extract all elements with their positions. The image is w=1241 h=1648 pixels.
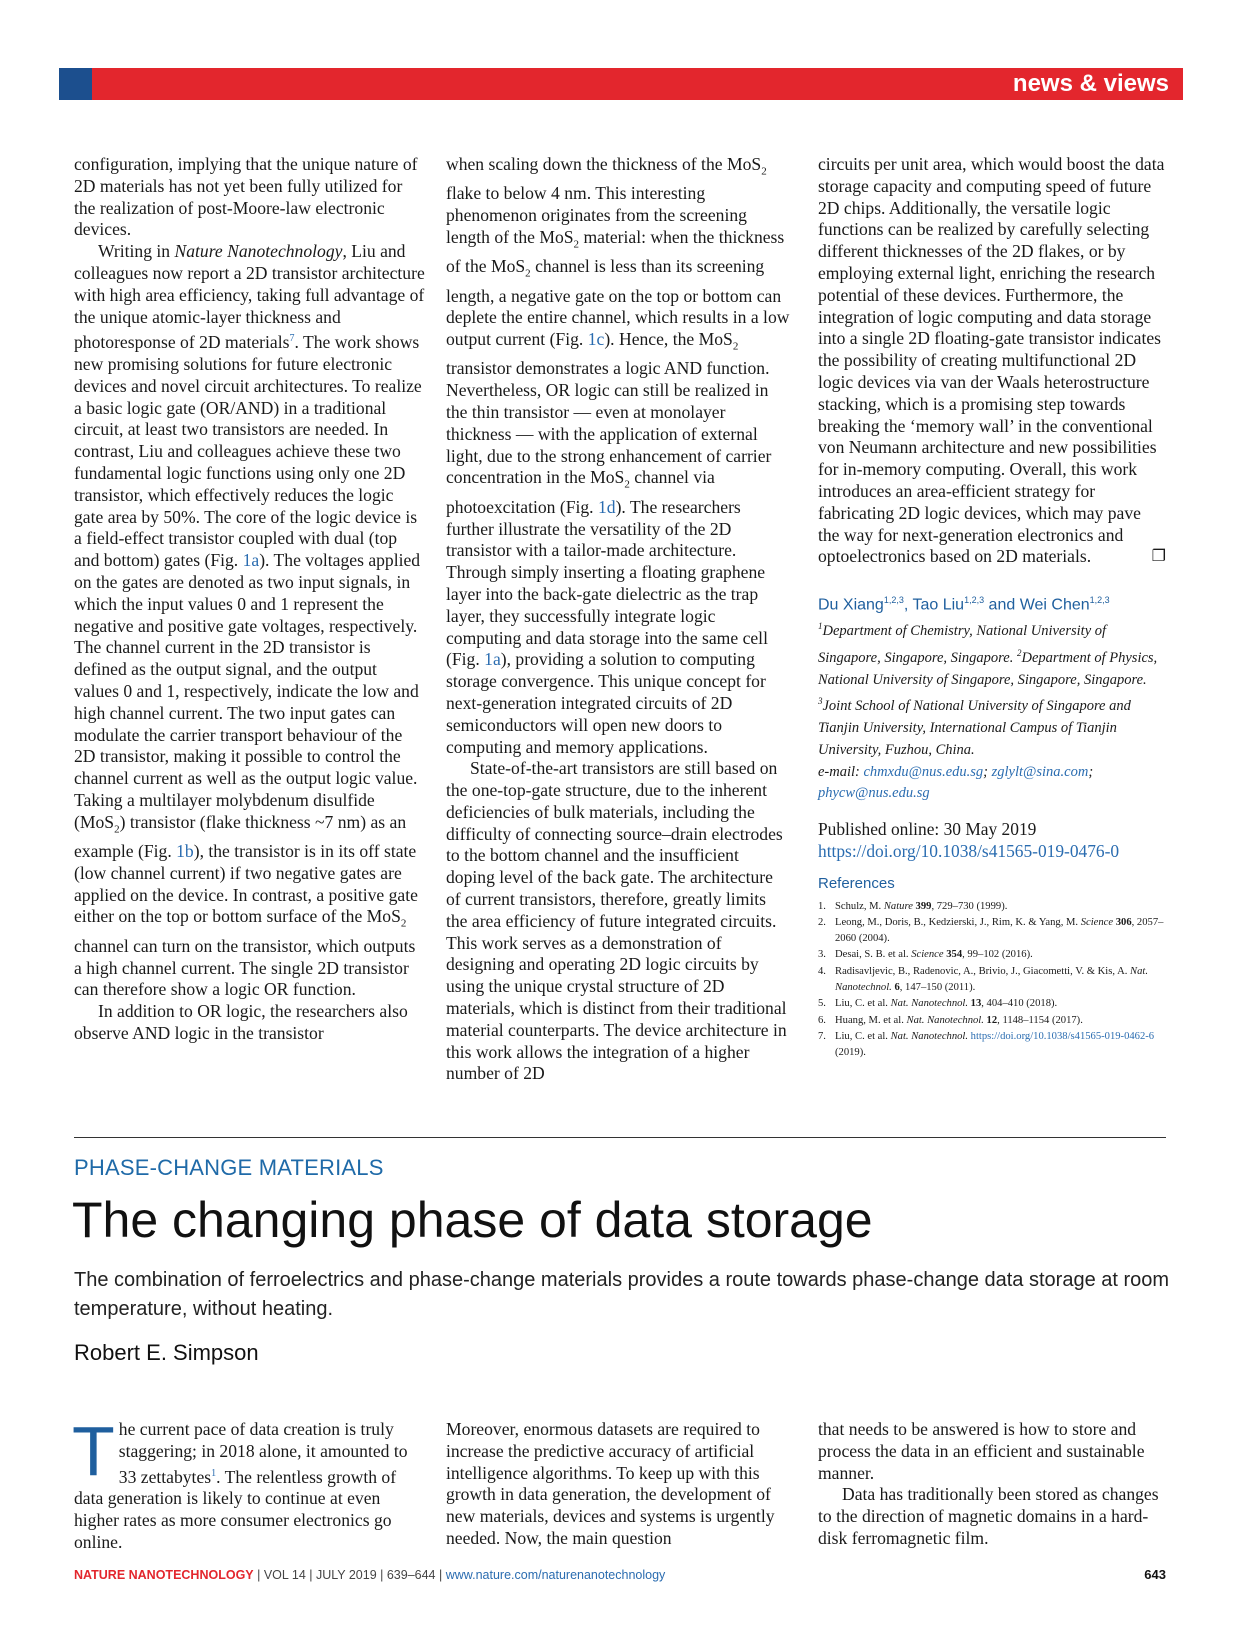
- article2-column-1: [72, 1412, 426, 1554]
- drop-cap: T: [72, 1412, 115, 1490]
- reference-link[interactable]: https://doi.org/10.1038/s41565-019-0462-6: [970, 1030, 1155, 1042]
- article1-column-1: [74, 154, 426, 1045]
- separator: |: [253, 1568, 264, 1582]
- text-run: material: when the thickness of the MoS: [446, 226, 785, 277]
- separator: ;: [1088, 763, 1094, 780]
- reference-list: [818, 899, 1166, 1062]
- reference-item: [818, 899, 1166, 915]
- reference-authors: Huang, M. et al.: [835, 1014, 907, 1026]
- affiliation: Department of Physics, National University of Singapore, Singapore, Singapore.: [818, 649, 1158, 688]
- text-run: circuits per unit area, which would boost the data storage capacity and computing speed of future 2D chips. Additionally, the versatile logic functions can be realized by carefully selecting different thicknesses of the 2D flakes, or by employing external light, enriching the research potential of these devices. Furthermore, the integration of logic computing and data storage into a single 2D floating-gate transistor indicates the possibility of creating multifunctional 2D logic devices via van der Waals heterostructure stacking, which is a promising step towards breaking the ‘memory wall’ in the conventional von Neumann architecture and new possibilities for in-memory computing. Overall, this work introduces an area-efficient strategy for fabricating 2D logic devices, which may pave the way for next-generation electronics and optoelectronics based on 2D materials.: [818, 154, 1165, 567]
- text-run: channel is less than its screening length, a negative gate on the top or bottom can deplete the entire channel, which results in a low output current (Fig.: [446, 256, 790, 350]
- text-run: Writing in: [98, 241, 175, 262]
- figure-link[interactable]: 1b: [176, 841, 194, 862]
- reference-volume: 306: [1113, 916, 1132, 928]
- article1-column-3: [818, 154, 1166, 1061]
- reference-number: 1.: [818, 900, 826, 912]
- affiliations: [818, 616, 1166, 805]
- separator: ,: [903, 596, 913, 614]
- page-number: 643: [1144, 1567, 1166, 1582]
- paragraph: [818, 154, 1166, 568]
- text-run: he current pace of data creation is truly staggering; in 2018 alone, it amounted to 33 zettabytes: [118, 1419, 408, 1487]
- text-run: , Liu and colleagues now report a 2D transistor architecture with high area efficiency, taking full advantage of the unique atomic-layer thickness and photoresponse of 2D materials: [74, 241, 425, 353]
- text-run: transistor demonstrates a logic AND function. Nevertheless, OR logic can still be realized in the thin transistor — even at monolayer thickness — with the application of external light, due to the strong enhancement of carrier concentration in the MoS: [446, 358, 772, 488]
- email-link[interactable]: phycw@nus.edu.sg: [818, 785, 930, 802]
- reference-item: [818, 996, 1166, 1012]
- author-name: Du Xiang: [818, 596, 884, 614]
- subscript: 2: [624, 478, 630, 491]
- footer-journal: NATURE NANOTECHNOLOGY: [74, 1568, 254, 1582]
- published-date: Published online: 30 May 2019: [818, 819, 1037, 840]
- footer-issue: VOL 14 | JULY 2019 | 639–644: [263, 1568, 436, 1582]
- reference-volume: 354: [943, 949, 963, 961]
- article2-column-3: [818, 1419, 1166, 1550]
- affiliation-marker: 1,2,3: [883, 595, 904, 606]
- reference-journal: Nat. Nanotechnol.: [906, 1014, 984, 1026]
- text-run: ), the transistor is in its off state (low channel current) if two negative gates are applied on the device. In contrast, a positive gate either on the top or bottom surface of the MoS: [74, 841, 418, 927]
- reference-authors: Liu, C. et al.: [835, 1030, 891, 1042]
- affiliation-marker: 1,2,3: [964, 595, 985, 606]
- subscript: 2: [573, 238, 580, 251]
- reference-pages: , 404–410 (2018).: [981, 998, 1058, 1010]
- affiliation: Joint School of National University of Singapore and Tianjin University, International Campus of Tianjin University, Fuzhou, China.: [818, 698, 1131, 758]
- email-link[interactable]: chmxdu@nus.edu.sg: [863, 763, 984, 780]
- text-run: channel can turn on the transistor, which outputs a high channel current. The single 2D transistor can therefore show a logic OR function.: [74, 935, 416, 1000]
- reference-authors: Liu, C. et al.: [835, 998, 891, 1010]
- figure-link[interactable]: 1a: [484, 649, 501, 670]
- section-label: news & views: [1012, 70, 1169, 97]
- subscript: 2: [400, 917, 407, 930]
- reference-authors: Schulz, M.: [835, 900, 884, 912]
- section-divider: [74, 1137, 1166, 1138]
- paragraph: configuration, implying that the unique nature of 2D materials has not yet been fully utilized for the realization of post-Moore-law electronic devices.: [74, 154, 418, 240]
- reference-journal: Science: [1080, 916, 1114, 928]
- reference-link[interactable]: 7: [289, 333, 295, 345]
- article1-column-2: [446, 154, 791, 1085]
- figure-link[interactable]: 1d: [597, 496, 616, 517]
- figure-link[interactable]: 1a: [242, 550, 260, 571]
- affiliation: Department of Chemistry, National University of Singapore, Singapore, Singapore.: [818, 623, 1107, 666]
- separator: ;: [983, 763, 992, 780]
- affiliation-marker: 1,2,3: [1089, 595, 1110, 606]
- reference-volume: 399: [912, 900, 932, 912]
- doi-link[interactable]: https://doi.org/10.1038/s41565-019-0476-0: [818, 840, 1120, 861]
- end-mark-icon: ❐: [1151, 548, 1166, 566]
- reference-authors: Radisavljevic, B., Radenovic, A., Brivio, J., Giacometti, V. & Kis, A.: [835, 965, 1131, 977]
- reference-item: [818, 1013, 1166, 1029]
- reference-authors: Leong, M., Doris, B., Kedzierski, J., Rim, K. & Yang, M.: [835, 916, 1081, 928]
- reference-journal: Nature: [883, 900, 913, 912]
- references-heading: References: [818, 874, 895, 892]
- reference-journal: Nat. Nanotechnol.: [890, 998, 968, 1010]
- text-run: ). Hence, the MoS: [604, 329, 733, 350]
- reference-item: [818, 947, 1166, 963]
- reference-pages: , 2057–2060 (2004).: [835, 916, 1164, 945]
- subscript: 2: [114, 823, 120, 836]
- text-run: ). The researchers further illustrate the versatility of the 2D transistor with a tailor-made architecture. Through simply inserting a floating graphene layer into the back-gate dielectric as the trap layer, they successfully integrate logic computing and data storage into the same cell (Fig.: [446, 496, 768, 670]
- reference-pages: , 729–730 (1999).: [931, 900, 1008, 912]
- author-name: Wei Chen: [1019, 596, 1090, 614]
- reference-volume: 13: [968, 998, 982, 1010]
- text-run: ), providing a solution to computing storage convergence. This unique concept for next-generation integrated circuits of 2D semiconductors will open new doors to computing and memory applications.: [446, 649, 766, 757]
- affiliation-marker: 1: [818, 621, 823, 632]
- journal-name: Nature Nanotechnology: [174, 241, 343, 262]
- paragraph: that needs to be answered is how to store and process the data in an efficient and sustainable manner.: [818, 1419, 1145, 1483]
- header-bar: [59, 68, 1183, 100]
- reference-number: 2.: [818, 916, 826, 928]
- separator: and: [984, 596, 1020, 614]
- subscript: 2: [761, 165, 767, 178]
- paragraph: State-of-the-art transistors are still based on the one-top-gate structure, due to the inherent deficiencies of bulk materials, including the difficulty of connecting source–drain electrodes to the bottom channel and the insufficient doping level of the back gate. The architecture of current transistors, therefore, greatly limits the area efficiency of future integrated circuits. This work serves as a demonstration of designing and operating 2D logic circuits by using the unique crystal structure of 2D materials, which is distinct from their traditional material counterparts. The device architecture in this work allows the integration of a higher number of 2D: [446, 758, 787, 1084]
- reference-item: [818, 1029, 1166, 1062]
- subscript: 2: [525, 267, 531, 280]
- figure-link[interactable]: 1c: [587, 329, 605, 350]
- paragraph: [446, 154, 791, 758]
- email-label: e-mail:: [818, 763, 864, 780]
- reference-number: 5.: [818, 998, 826, 1010]
- text-run: . The relentless growth of data generation is likely to continue at even higher rates as more consumer electronics go online.: [74, 1466, 397, 1552]
- reference-number: 7.: [818, 1030, 826, 1042]
- paragraph: [74, 241, 426, 1001]
- reference-year: (2019).: [835, 1047, 866, 1059]
- text-run: channel via photoexcitation (Fig.: [446, 467, 715, 517]
- paragraph: Moreover, enormous datasets are required to increase the predictive accuracy of artificial intelligence algorithms. To keep up with this growth in data generation, the development of new materials, devices and systems is urgently needed. Now, the main question: [446, 1419, 775, 1548]
- reference-pages: , 99–102 (2016).: [962, 949, 1033, 961]
- header-accent-block: [59, 68, 92, 100]
- reference-journal: Nat. Nanotechnol.: [835, 965, 1149, 993]
- reference-authors: Desai, S. B. et al.: [835, 949, 912, 961]
- email-link[interactable]: zglylt@sina.com: [991, 763, 1089, 780]
- paragraph: In addition to OR logic, the researchers also observe AND logic in the transistor: [74, 1001, 408, 1043]
- reference-journal: Science: [911, 949, 944, 961]
- article-standfirst: The combination of ferroelectrics and phase-change materials provides a route towards phase-change data storage at room temperature, without heating.: [74, 1269, 1170, 1320]
- reference-number: 4.: [818, 965, 826, 977]
- text-run: ). The voltages applied on the gates are denoted as two input signals, in which the input values 0 and 1 represent the negative and positive gate voltages, respectively. The channel current in the 2D transistor is defined as the output signal, and the output values 0 and 1, respectively, indicate the low and high channel current. The two input gates can modulate the carrier transport behaviour of the 2D transistor, making it possible to control the channel current as well as the output logic value. Taking a multilayer molybdenum disulfide (MoS: [74, 550, 421, 832]
- reference-volume: 12: [983, 1014, 998, 1026]
- article-author: Robert E. Simpson: [74, 1340, 259, 1365]
- separator: |: [435, 1568, 446, 1582]
- reference-number: 3.: [818, 949, 826, 961]
- reference-volume: 6: [891, 982, 900, 993]
- reference-item: [818, 915, 1166, 948]
- text-run: ) transistor (flake thickness ~7 nm) as an example (Fig.: [74, 811, 407, 862]
- text-run: flake to below 4 nm. This interesting phenomenon originates from the screening length of the MoS: [446, 183, 747, 247]
- reference-number: 6.: [818, 1014, 826, 1026]
- affiliation-marker: 2: [1016, 647, 1022, 658]
- reference-journal: Nat. Nanotechnol.: [890, 1030, 968, 1042]
- reference-item: [818, 964, 1166, 997]
- subscript: 2: [732, 340, 739, 353]
- article-title: The changing phase of data storage: [72, 1192, 873, 1248]
- footer-url[interactable]: www.nature.com/naturenanotechnology: [445, 1568, 666, 1582]
- paragraph: [72, 1412, 426, 1554]
- paragraph: Data has traditionally been stored as changes to the direction of magnetic domains in a hard-disk ferromagnetic film.: [818, 1484, 1159, 1548]
- reference-pages: , 1148–1154 (2017).: [997, 1014, 1083, 1026]
- author-name: Tao Liu: [912, 596, 965, 614]
- reference-pages: , 147–150 (2011).: [899, 982, 976, 993]
- affiliation-marker: 3: [818, 696, 823, 707]
- text-run: when scaling down the thickness of the MoS: [446, 154, 762, 174]
- author-list: [818, 590, 1166, 616]
- page-footer: [74, 1568, 665, 1582]
- article2-column-2: [446, 1419, 791, 1550]
- text-run: . The work shows new promising solutions for future electronic devices and novel circuit architectures. To realize a basic logic gate (OR/AND) in a traditional circuit, at least two transistors are needed. In contrast, Liu and colleagues achieve these two fundamental logic functions using only one 2D transistor, which effectively reduces the logic gate area by 50%. The core of the logic device is a field-effect transistor coupled with dual (top and bottom) gates (Fig.: [74, 332, 422, 571]
- article-kicker: PHASE-CHANGE MATERIALS: [74, 1155, 384, 1180]
- reference-link[interactable]: 1: [211, 1467, 217, 1479]
